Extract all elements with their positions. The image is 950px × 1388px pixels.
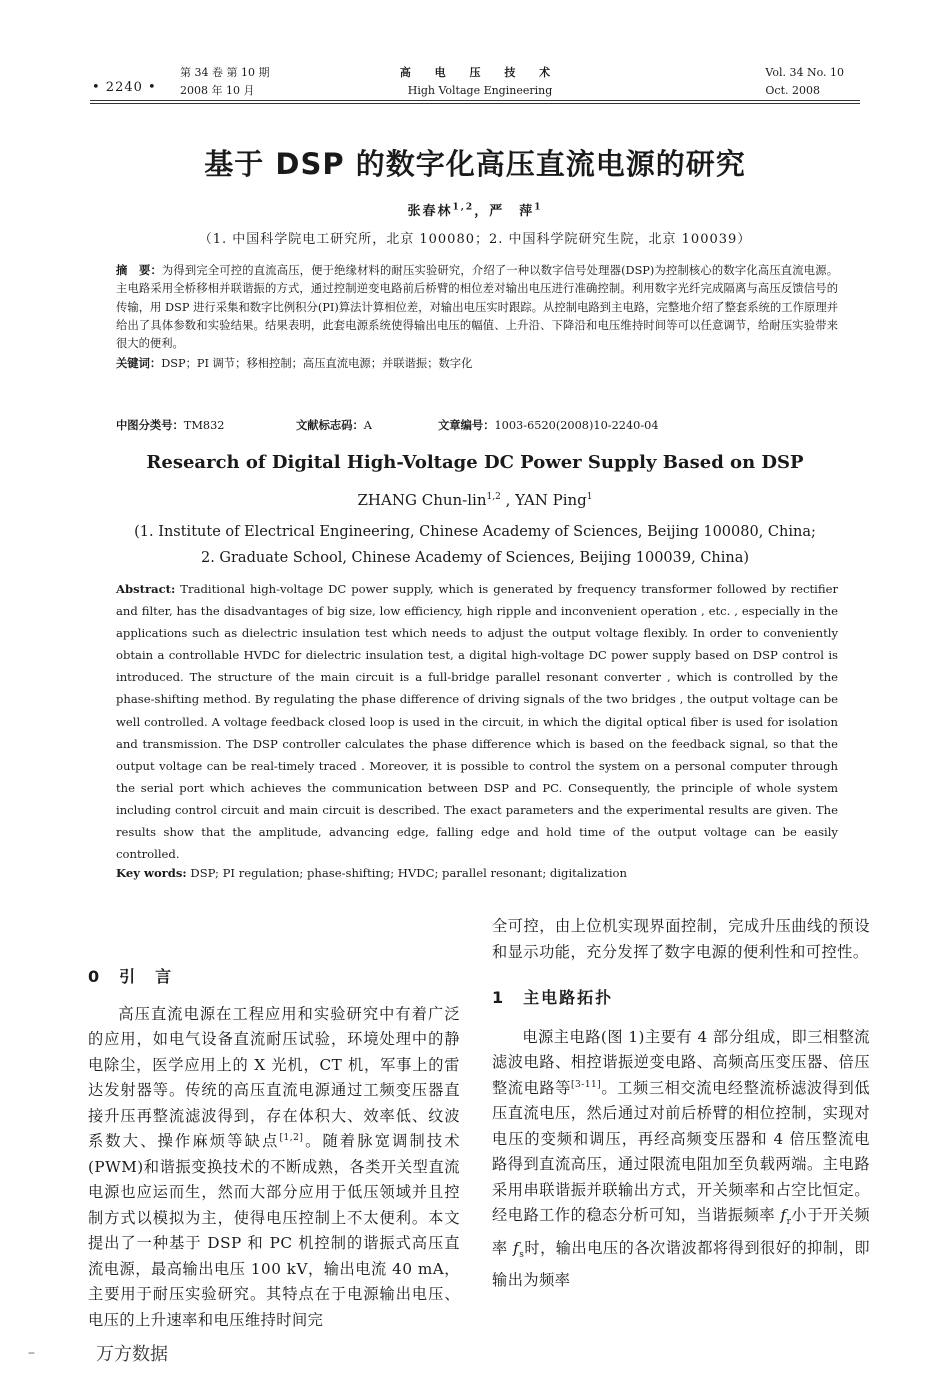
- authors-en: [0, 491, 950, 509]
- clc-label: 中图分类号：: [116, 419, 184, 432]
- keywords-en-label: Key words:: [116, 866, 187, 880]
- reference-3-11: [3-11]: [571, 1079, 602, 1090]
- clc-item: [116, 417, 296, 433]
- author-1-cn-affil: 1,2: [452, 202, 475, 213]
- keywords-cn-label: 关键词：: [116, 357, 162, 371]
- author-1-en: ZHANG Chun-lin: [357, 491, 487, 509]
- symbol-fs-sub: s: [519, 1249, 525, 1260]
- issue-info-cn: [180, 64, 269, 100]
- abstract-cn-text: 为得到完全可控的直流高压，便于绝缘材料的耐压实验研究，介绍了一种以数字信号处理器(DSP)为控制核心的数字化高压直流电源。主电路采用全桥移相并联谐振的方式，通过控制逆变电路前后桥臂的相位差对输出电压进行准确控制。利用数字光纤完成隔离与高压反馈信号的传输，用 DSP 进行采集和数字比例积分(PI)算法计算相位差，对输出电压实时跟踪。从控制电路到主电路，完整地介绍了整套系统的工作原理并给出了具体参数和实验结果。结果表明，此套电源系统使得输出电压的幅值、上升沿、下降沿和电压维持时间等可以任意调节，给耐压实验带来很大的便利。: [116, 264, 838, 351]
- reference-1-2: [1,2]: [279, 1132, 304, 1143]
- issue-info-en: [765, 64, 844, 100]
- article-number-label: 文章编号：: [438, 419, 495, 432]
- abstract-cn-label: 摘 要：: [116, 264, 162, 277]
- body-left-column: [88, 964, 460, 1333]
- keywords-en-text: DSP; PI regulation; phase-shifting; HVDC; parallel resonant; digitalization: [190, 866, 628, 880]
- section-0-text-a: 高压直流电源在工程应用和实验研究中有着广泛的应用，如电气设备直流耐压试验，环境处理中的静电除尘，医学应用上的 X 光机，CT 机，军事上的雷达发射器等。传统的高压直流电源通过工频变压器直接升压再整流滤波得到，存在体积大、效率低、纹波系数大、操作麻烦等缺点: [88, 1004, 460, 1150]
- affiliation-en: [0, 519, 950, 571]
- author-2-cn: 严 萍: [489, 204, 535, 219]
- affiliation-en-line-2: 2. Graduate School, Chinese Academy of Sciences, Beijing 100039, China): [200, 550, 750, 566]
- section-1-text-b: 。工频三相交流电经整流桥滤波得到低压直流电压，然后通过对前后桥臂的相位控制，实现对电压的变频和调压，再经高频变压器和 4 倍压整流电路得到直流高压，通过限流电阻加至负载两端。主电路采用串联谐振并联输出方式，开关频率和占空比恒定。经电路工作的稳态分析可知，当谐振频率: [492, 1078, 871, 1224]
- abstract-cn: [116, 262, 838, 374]
- abstract-en-text: Traditional high-voltage DC power supply, which is generated by frequency transformer followed by rectifier and filter, has the disadvantages of big size, low efficiency, high ripple and inconvenient operation , etc. , especially in the applications such as dielectric insulation test which needs to adjust the output voltage flexibly. In order to conveniently obtain a controllable HVDC for dielectric insulation test, a digital high-voltage DC power supply based on DSP control is introduced. The structure of the main circuit is a full-bridge parallel resonant converter , which is controlled by the phase-shifting method. By regulating the phase difference of driving signals of the two bridges , the output voltage can be well controlled. A voltage feedback closed loop is used in the circuit, in which the digital optical fiber is used for isolation and transmission. The DSP controller calculates the phase difference which is based on the feedback signal, so that the output voltage can be real-timely traced . Moreover, it is possible to control the system on a personal computer through the serial port which achieves the communication between DSP and PC. Consequently, the principle of whole system including control circuit and main circuit is described. The exact parameters and the experimental results are given. The results show that the amplitude, advancing edge, falling edge and hold time of the output voltage can be easily controlled.: [116, 582, 839, 862]
- volume-en: Vol. 34 No. 10: [765, 66, 844, 79]
- affiliation-cn: （1. 中国科学院电工研究所，北京 100080；2. 中国科学院研究生院，北京 100039）: [198, 232, 752, 247]
- author-2-en: YAN Ping: [515, 491, 587, 509]
- doc-code-item: [296, 417, 438, 433]
- symbol-fr: f: [780, 1206, 787, 1224]
- paper-title-en: Research of Digital High-Voltage DC Power Supply Based on DSP: [146, 452, 804, 473]
- paper-title-cn: 基于 DSP 的数字化高压直流电源的研究: [204, 147, 746, 181]
- keywords-cn: [116, 355, 838, 373]
- section-1-text-c: 小于开关频率: [492, 1206, 871, 1257]
- page-number: • 2240 •: [92, 80, 157, 95]
- author-1-cn: 张春林: [407, 204, 453, 219]
- section-1-paragraph: [492, 1025, 870, 1294]
- author-2-cn-affil: 1: [534, 202, 543, 213]
- keywords-cn-text: DSP；PI 调节；移相控制；高压直流电源；并联谐振；数字化: [161, 357, 473, 371]
- author-2-en-affil: 1: [586, 492, 593, 502]
- section-0-heading: 0 引 言: [88, 967, 174, 986]
- section-0-text-b: 。随着脉宽调制技术(PWM)和谐振变换技术的不断成熟，各类开关型直流电源也应运而生，然而大部分应用于低压领域并且控制方式以模拟为主，使得电压控制上不太便利。本文提出了一种基于 DSP 和 PC 机控制的谐振式高压直流电源，最高输出电压 100 kV，输出电流 40 mA，主要用于耐压实验研究。其特点在于电源输出电压、电压的上升速率和电压维持时间完: [88, 1132, 461, 1329]
- section-0-paragraph-cont: 全可控，由上位机实现界面控制，完成升压曲线的预设和显示功能，充分发挥了数字电源的便利性和可控性。: [492, 917, 870, 961]
- issue-date-cn: 2008 年 10 月: [180, 84, 255, 97]
- journal-name-en: High Voltage Engineering: [407, 84, 553, 97]
- header-rule-thin: [90, 103, 860, 104]
- symbol-fs: f: [513, 1238, 520, 1257]
- article-number-value: 1003-6520(2008)10-2240-04: [494, 419, 659, 432]
- abstract-en: [116, 578, 838, 865]
- section-1-heading: 1 主电路拓扑: [492, 988, 614, 1007]
- wanfang-logo-text: 万方数据: [96, 1344, 168, 1365]
- authors-cn: [0, 200, 950, 219]
- body-right-column: [492, 914, 870, 1294]
- clc-value: TM832: [183, 419, 225, 432]
- affiliation-en-line-1: (1. Institute of Electrical Engineering, Chinese Academy of Sciences, Beijing 100080, China;: [134, 524, 816, 540]
- article-number-item: [438, 417, 659, 433]
- section-0-paragraph: [88, 1002, 460, 1334]
- journal-name: [360, 64, 600, 100]
- section-1-text-a: 电源主电路(图 1)主要有 4 部分组成，即三相整流滤波电路、相控谐振逆变电路、高频高压变压器、倍压整流电路等: [492, 1027, 870, 1097]
- classification-row: [116, 417, 838, 433]
- header-rule: [90, 100, 860, 101]
- doc-code-value: A: [363, 419, 372, 432]
- footer-dash: –: [28, 1345, 35, 1361]
- doc-code-label: 文献标志码：: [296, 419, 364, 432]
- date-en: Oct. 2008: [765, 84, 820, 97]
- abstract-en-label: Abstract:: [116, 582, 176, 596]
- author-1-en-affil: 1,2: [486, 492, 501, 502]
- keywords-en: [116, 866, 838, 880]
- issue-number-cn: 第 34 卷 第 10 期: [180, 66, 270, 79]
- author-separator-cn: ，: [474, 204, 490, 219]
- section-1-text-d: 时，输出电压的各次谐波都将得到很好的抑制，即输出为频率: [492, 1238, 871, 1290]
- symbol-fr-sub: r: [786, 1217, 792, 1228]
- author-separator-en: ,: [500, 491, 516, 509]
- journal-name-cn: 高 电 压 技 术: [399, 66, 561, 79]
